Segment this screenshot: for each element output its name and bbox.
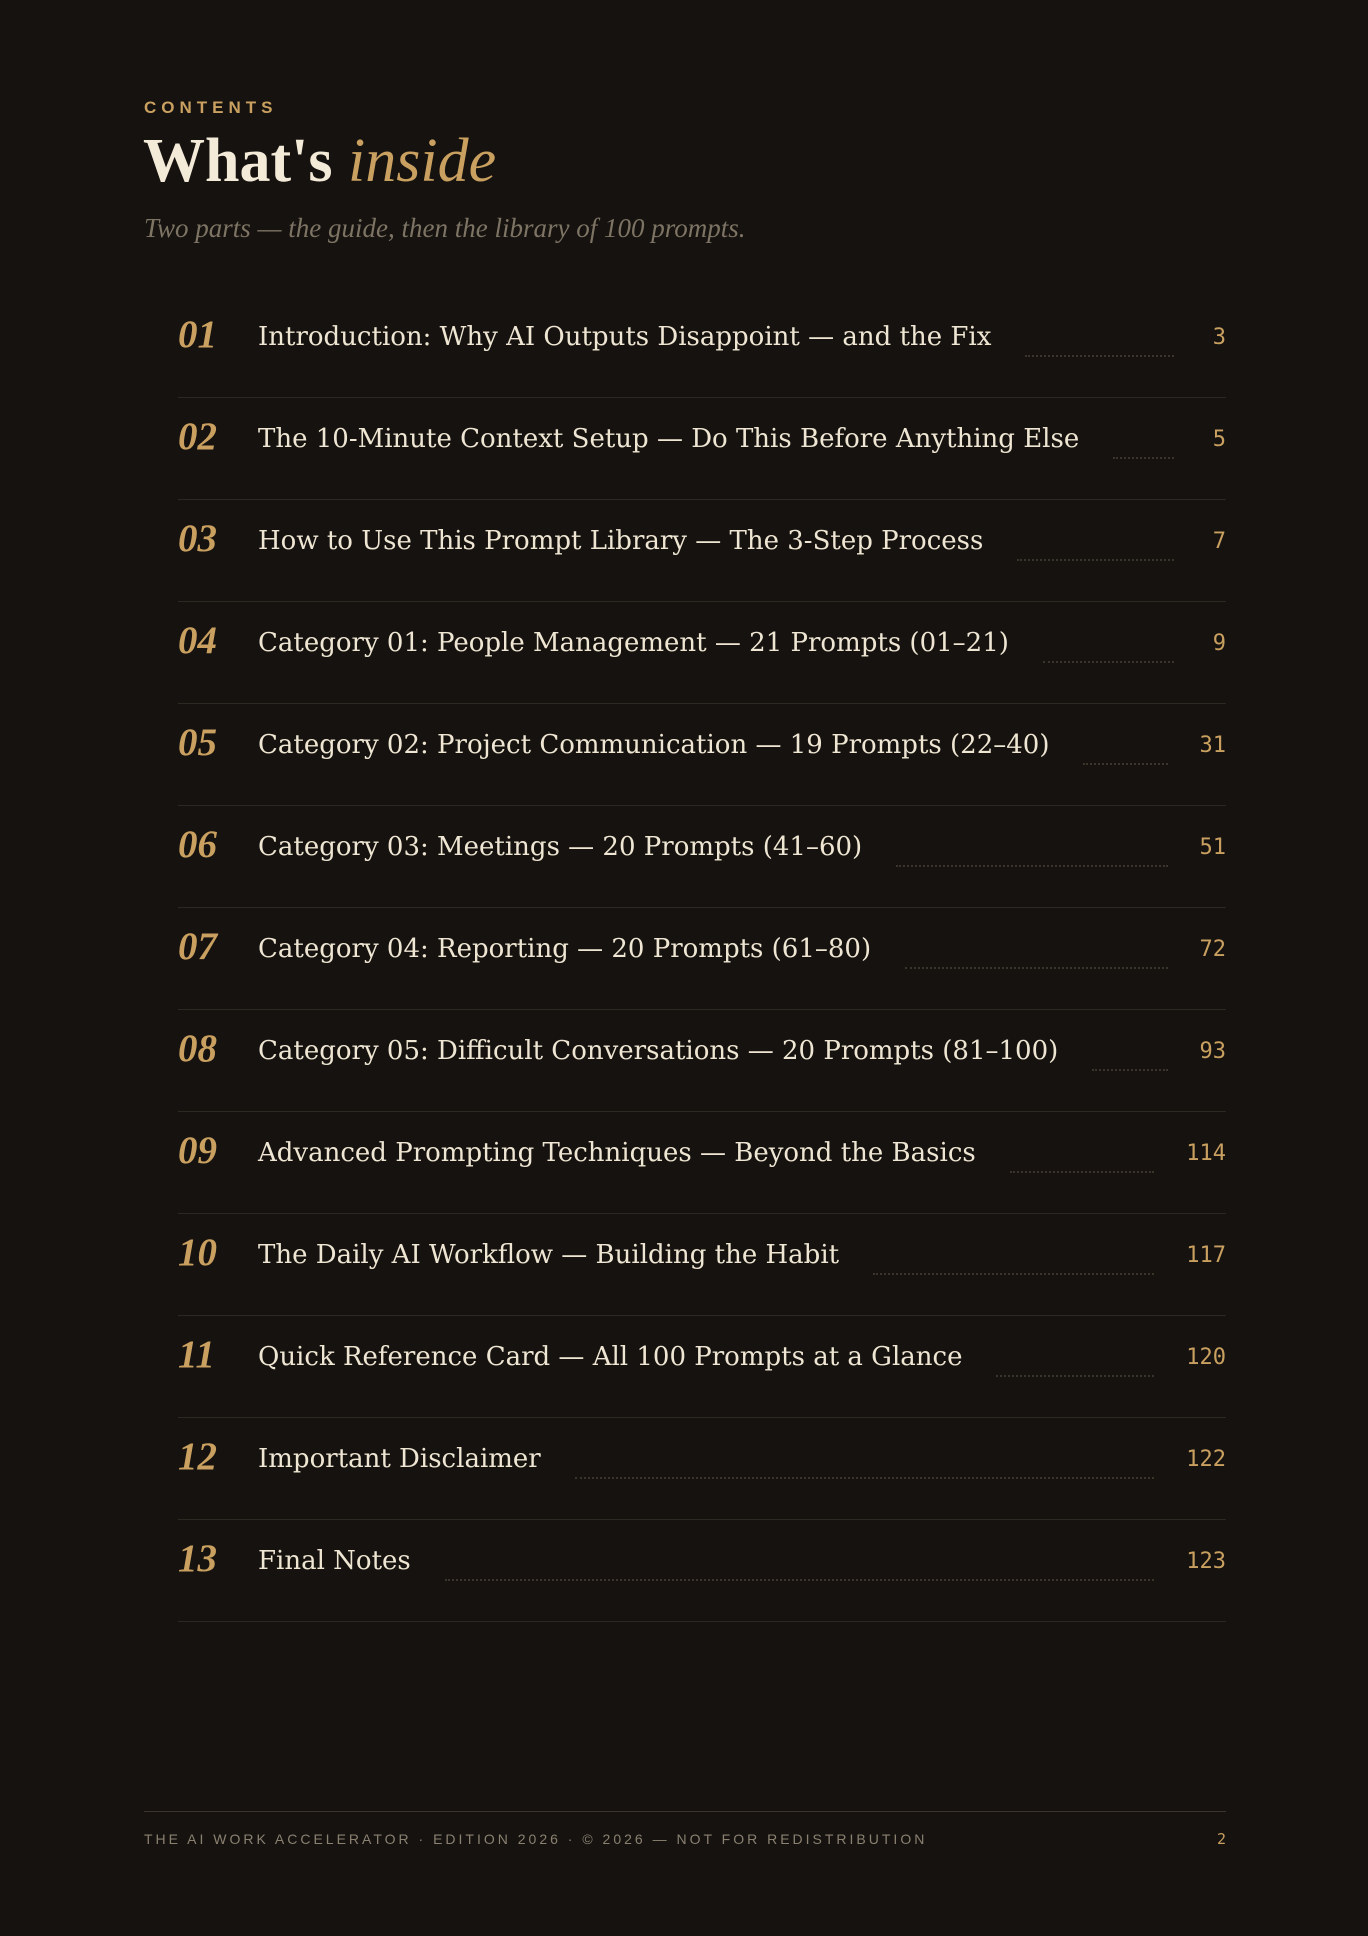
toc-entry-number: 01	[178, 313, 217, 356]
toc-entry-number: 09	[178, 1129, 217, 1172]
toc-entry-number: 03	[178, 517, 217, 560]
toc-entry-title[interactable]: Category 01: People Management — 21 Prompts (01–21)	[258, 628, 1009, 658]
toc-entry-page: 117	[1186, 1243, 1226, 1268]
toc-entry-title[interactable]: The 10-Minute Context Setup — Do This Before Anything Else	[258, 424, 1080, 454]
page-title	[143, 124, 496, 198]
dot-leader	[1092, 1010, 1167, 1071]
toc-entry-number: 07	[178, 925, 217, 968]
table-of-contents	[178, 296, 1226, 1622]
footer-page-number: 2	[1216, 1830, 1226, 1848]
toc-entry-page: 120	[1186, 1345, 1226, 1370]
page-title-main: What's	[143, 127, 333, 195]
toc-entry-page: 9	[1212, 631, 1226, 656]
toc-entry-number: 04	[178, 619, 217, 662]
toc-entry-title[interactable]: The Daily AI Workflow — Building the Habit	[258, 1240, 840, 1270]
toc-entry[interactable]	[178, 1214, 1226, 1316]
toc-entry-page: 31	[1199, 733, 1226, 758]
toc-entry-page: 51	[1199, 835, 1226, 860]
toc-entry-page: 114	[1186, 1141, 1226, 1166]
toc-entry[interactable]	[178, 908, 1226, 1010]
toc-entry-number: 02	[178, 415, 217, 458]
toc-entry-page: 123	[1186, 1549, 1226, 1574]
toc-entry[interactable]	[178, 806, 1226, 908]
page-title-accent: inside	[347, 127, 497, 195]
toc-entry-page: 122	[1186, 1447, 1226, 1472]
dot-leader	[1083, 704, 1167, 765]
footer-text: THE AI WORK ACCELERATOR · EDITION 2026 · © 2026 — NOT FOR REDISTRIBUTION	[144, 1831, 928, 1847]
dot-leader	[873, 1214, 1154, 1275]
toc-entry-page: 5	[1212, 427, 1226, 452]
toc-entry[interactable]	[178, 1010, 1226, 1112]
toc-entry-title[interactable]: Final Notes	[258, 1546, 411, 1576]
toc-entry[interactable]	[178, 500, 1226, 602]
dot-leader	[575, 1418, 1155, 1479]
toc-entry[interactable]	[178, 704, 1226, 806]
dot-leader	[896, 806, 1167, 867]
toc-entry-title[interactable]: How to Use This Prompt Library — The 3-Step Process	[258, 526, 984, 556]
toc-entry-page: 93	[1199, 1039, 1226, 1064]
toc-entry[interactable]	[178, 602, 1226, 704]
toc-entry-title[interactable]: Quick Reference Card — All 100 Prompts at a Glance	[258, 1342, 963, 1372]
toc-entry-number: 05	[178, 721, 217, 764]
toc-entry-page: 72	[1199, 937, 1226, 962]
dot-leader	[1010, 1112, 1155, 1173]
toc-entry-title[interactable]: Category 04: Reporting — 20 Prompts (61–80)	[258, 934, 872, 964]
toc-entry-page: 7	[1212, 529, 1226, 554]
toc-entry-title[interactable]: Advanced Prompting Techniques — Beyond the Basics	[258, 1138, 976, 1168]
dot-leader	[445, 1520, 1154, 1581]
toc-entry-title[interactable]: Category 03: Meetings — 20 Prompts (41–60)	[258, 832, 863, 862]
toc-entry-number: 13	[178, 1537, 217, 1580]
toc-entry-title[interactable]: Category 05: Difficult Conversations — 20 Prompts (81–100)	[258, 1036, 1059, 1066]
toc-entry-number: 10	[178, 1231, 217, 1274]
toc-entry-number: 08	[178, 1027, 217, 1070]
toc-entry-number: 12	[178, 1435, 217, 1478]
toc-entry[interactable]	[178, 296, 1226, 398]
section-eyebrow: CONTENTS	[144, 98, 278, 117]
toc-entry-number: 06	[178, 823, 217, 866]
dot-leader	[1113, 398, 1174, 459]
toc-entry[interactable]	[178, 1418, 1226, 1520]
toc-entry[interactable]	[178, 1112, 1226, 1214]
toc-entry-title[interactable]: Important Disclaimer	[258, 1444, 541, 1474]
dot-leader	[1043, 602, 1174, 663]
page-subtitle: Two parts — the guide, then the library of 100 prompts.	[144, 213, 746, 243]
dot-leader	[1017, 500, 1174, 561]
dot-leader	[1025, 296, 1174, 357]
toc-entry-title[interactable]: Introduction: Why AI Outputs Disappoint — and the Fix	[258, 322, 992, 352]
dot-leader	[996, 1316, 1154, 1377]
toc-entry-number: 11	[178, 1333, 215, 1376]
toc-entry-title[interactable]: Category 02: Project Communication — 19 Prompts (22–40)	[258, 730, 1050, 760]
toc-entry-page: 3	[1212, 325, 1226, 350]
toc-entry[interactable]	[178, 1520, 1226, 1622]
dot-leader	[905, 908, 1167, 969]
toc-entry[interactable]	[178, 1316, 1226, 1418]
toc-entry[interactable]	[178, 398, 1226, 500]
footer-divider	[144, 1811, 1226, 1812]
